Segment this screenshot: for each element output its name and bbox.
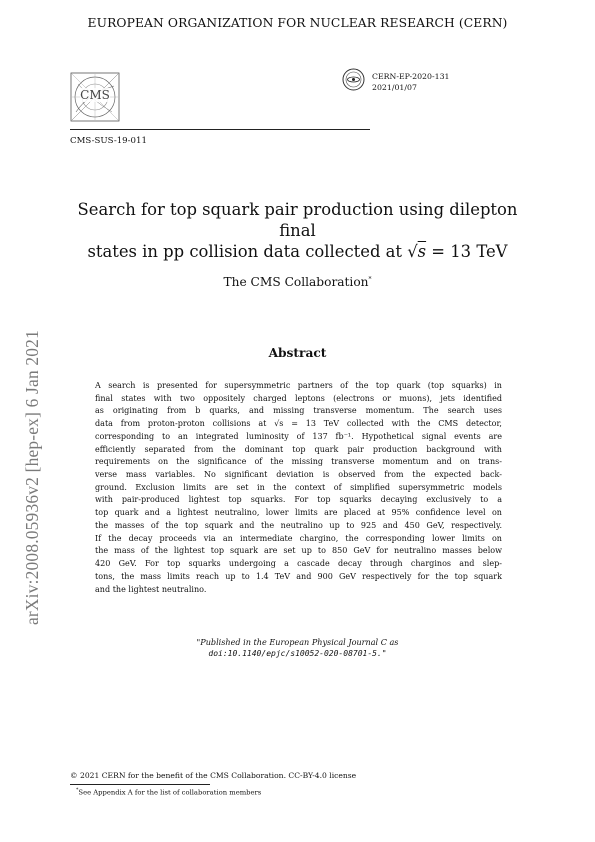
- footnote: [76, 788, 261, 796]
- organization-header: EUROPEAN ORGANIZATION FOR NUCLEAR RESEARCH (CERN): [87, 16, 508, 30]
- report-id: CMS-SUS-19-011: [70, 136, 147, 146]
- publication-doi[interactable]: doi:10.1140/epjc/s10052-020-08701-5.": [208, 649, 387, 658]
- abstract-line: A search is presented for supersymmetric partners of the top quark (top squarks) in: [95, 381, 502, 390]
- report-number-block: [372, 72, 450, 93]
- paper-title: [60, 199, 535, 262]
- publication-note: [0, 637, 595, 659]
- report-number: CERN-EP-2020-131: [372, 72, 450, 81]
- abstract-line: data from proton-proton collisions at √s = 13 TeV collected with the CMS detector,: [95, 419, 502, 429]
- abstract-line: and the lightest neutralino.: [95, 584, 207, 594]
- cern-seal: [342, 68, 365, 91]
- author-name: The CMS Collaboration: [223, 275, 369, 289]
- abstract-line: the masses of the top squark and the neutralino up to 925 and 450 GeV, respectively.: [95, 520, 502, 530]
- title-line-2-text: states in pp collision data collected at: [87, 242, 408, 261]
- title-energy: = 13 TeV: [426, 242, 508, 261]
- abstract-line: efficiently separated from the dominant top quark pair production background with: [95, 444, 502, 454]
- abstract-line: corresponding to an integrated luminosity of 137 fb⁻¹. Hypothetical signal events are: [95, 431, 502, 441]
- title-line-2: [60, 241, 535, 262]
- author-footnote-mark: *: [368, 275, 372, 283]
- sqrt-radicand: s: [417, 242, 427, 261]
- abstract-line: final states with two oppositely charged leptons (electrons or muons), jets identified: [95, 393, 502, 403]
- sqrt-symbol: √: [407, 242, 418, 261]
- publication-note-journal: "Published in the European Physical Journal C as: [196, 637, 399, 647]
- abstract-line: verse mass variables. No significant deviation is observed from the expected back-: [95, 470, 502, 480]
- abstract-line: the mass of the lightest top squark are set up to 850 GeV for neutralino masses below: [95, 546, 502, 556]
- report-date: 2021/01/07: [372, 82, 417, 92]
- abstract-heading: Abstract: [268, 346, 327, 360]
- footnote-rule: [70, 784, 210, 785]
- abstract-line: top quark and a lightest neutralino, lower limits are placed at 95% confidence level on: [95, 508, 502, 518]
- abstract-line: ground. Exclusion limits are set in the context of simplified supersymmetric models: [95, 482, 502, 492]
- abstract-line: 420 GeV. For top squarks undergoing a cascade decay through charginos and slep-: [95, 559, 502, 569]
- abstract-body: [95, 380, 502, 596]
- footnote-text: See Appendix A for the list of collaboration members: [78, 788, 262, 797]
- cms-logo: [70, 72, 120, 122]
- title-line-1: Search for top squark pair production using dilepton final: [77, 200, 518, 240]
- footnote-mark: *: [76, 788, 79, 793]
- cms-logo-text: CMS: [80, 88, 110, 102]
- header-rule: [70, 129, 370, 130]
- abstract-line: as originating from b quarks, and missing transverse momentum. The search uses: [95, 406, 502, 416]
- copyright-notice: © 2021 CERN for the benefit of the CMS Collaboration. CC-BY-4.0 license: [70, 771, 357, 780]
- abstract-line: requirements on the significance of the missing transverse momentum and on trans-: [95, 457, 502, 467]
- abstract-line: tons, the mass limits reach up to 1.4 TeV and 900 GeV respectively for the top squark: [95, 571, 502, 581]
- abstract-line: with pair-produced lightest top squarks. For top squarks decaying exclusively to a: [95, 495, 502, 505]
- author-line: [0, 275, 595, 289]
- abstract-line: If the decay proceeds via an intermediate chargino, the corresponding lower limits on: [95, 533, 502, 543]
- arxiv-stamp[interactable]: arXiv:2008.05936v2 [hep-ex] 6 Jan 2021: [22, 330, 42, 625]
